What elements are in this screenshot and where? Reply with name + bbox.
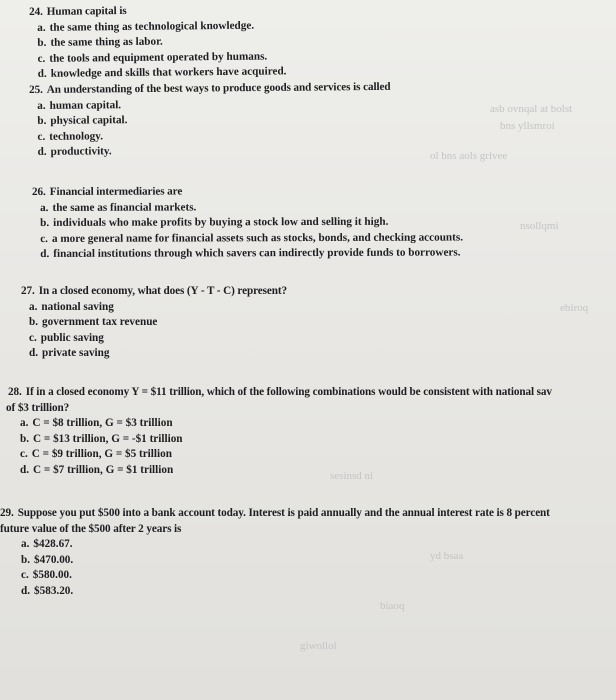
- answer-choice[interactable]: [32, 246, 463, 263]
- choice-text: individuals who make profits by buying a stock low and selling it high.: [53, 215, 389, 230]
- choice-text: $470.00.: [34, 553, 74, 566]
- question-25: [29, 80, 391, 161]
- question-text: In a closed economy, what does (Y - T - C) represent?: [38, 285, 287, 297]
- answer-choice[interactable]: [30, 142, 391, 161]
- answer-choice[interactable]: [21, 315, 287, 331]
- choice-letter: a.: [20, 417, 29, 430]
- choice-text: knowledge and skills that workers have acquired.: [50, 65, 287, 81]
- bleed-through-text: nsollqmi: [520, 220, 559, 232]
- question-number: 25.: [29, 83, 43, 96]
- bleed-through-text: ol bns aols grivee: [430, 150, 508, 162]
- bleed-through-text: sesinsd ni: [330, 470, 374, 482]
- question-number: 24.: [29, 5, 43, 18]
- choice-letter: b.: [40, 217, 50, 230]
- choice-letter: a.: [37, 21, 46, 34]
- answer-choice[interactable]: [6, 416, 552, 432]
- answer-choice[interactable]: [6, 463, 552, 479]
- choice-text: C = $7 trillion, G = $1 trillion: [33, 463, 174, 476]
- question-number: 28.: [8, 386, 22, 398]
- choice-letter: c.: [37, 52, 46, 65]
- choice-letter: a.: [29, 300, 38, 313]
- bleed-through-text: ebiroq: [560, 302, 589, 314]
- answer-choice[interactable]: [0, 584, 550, 600]
- choice-text: technology.: [49, 130, 104, 143]
- answer-choice[interactable]: [0, 568, 550, 584]
- choice-letter: b.: [20, 432, 30, 445]
- choice-text: productivity.: [50, 145, 112, 159]
- choice-text: the same thing as technological knowledge.: [49, 19, 255, 34]
- answer-choice[interactable]: [6, 447, 552, 463]
- choice-letter: b.: [21, 553, 31, 566]
- choice-letter: d.: [40, 248, 50, 261]
- question-stem: [29, 80, 390, 99]
- choice-text: physical capital.: [50, 114, 128, 128]
- choice-text: C = $13 trillion, G = -$1 trillion: [33, 432, 183, 445]
- choice-letter: c.: [40, 232, 48, 245]
- question-stem-continued: future value of the $500 after 2 years is: [0, 522, 182, 535]
- choice-text: a more general name for financial assets such as stocks, bonds, and checking accounts.: [51, 231, 464, 245]
- question-number: 27.: [21, 285, 35, 297]
- question-number: 29.: [0, 507, 14, 519]
- choice-text: C = $8 trillion, G = $3 trillion: [32, 417, 173, 430]
- question-stem: [6, 385, 552, 401]
- question-stem: [21, 284, 287, 300]
- question-26: [32, 183, 463, 262]
- choice-letter: d.: [21, 584, 31, 597]
- answer-choice[interactable]: [6, 432, 552, 448]
- answer-choice[interactable]: [32, 230, 463, 247]
- answer-choice[interactable]: [0, 537, 550, 553]
- choice-letter: d.: [37, 68, 47, 81]
- choice-text: $428.67.: [33, 538, 73, 551]
- choice-text: $580.00.: [32, 569, 72, 582]
- answer-choice[interactable]: [32, 215, 463, 232]
- choice-text: C = $9 trillion, G = $5 trillion: [31, 448, 172, 461]
- question-text: Suppose you put $500 into a bank account today. Interest is paid annually and the annual interest rate is 8 percent: [17, 507, 550, 519]
- answer-choice[interactable]: [0, 553, 550, 569]
- choice-letter: b.: [37, 115, 47, 128]
- question-29: [0, 506, 550, 600]
- answer-choice[interactable]: [32, 199, 463, 216]
- question-stem-continued: of $3 trillion?: [6, 401, 70, 414]
- question-text: Human capital is: [46, 4, 127, 18]
- choice-letter: c.: [29, 331, 37, 344]
- answer-choice[interactable]: [21, 331, 287, 347]
- choice-letter: b.: [29, 316, 39, 329]
- choice-letter: d.: [37, 146, 47, 159]
- question-24: [29, 2, 287, 83]
- bleed-through-text: biaoq: [380, 600, 405, 612]
- bleed-through-text: asb ovnqal at bolst: [490, 103, 573, 115]
- answer-choice[interactable]: [21, 346, 287, 362]
- question-28: [6, 385, 552, 479]
- choice-text: national saving: [41, 300, 114, 313]
- question-text: Financial intermediaries are: [49, 185, 183, 198]
- choice-text: the same as financial markets.: [52, 201, 197, 214]
- bleed-through-text: giwollol: [300, 640, 337, 652]
- question-text: If in a closed economy Y = $11 trillion, which of the following combinations would be consistent with national sav: [25, 386, 552, 398]
- bleed-through-text: bns yllsmroi: [500, 120, 555, 132]
- choice-text: human capital.: [49, 98, 122, 112]
- choice-letter: a.: [21, 538, 30, 551]
- choice-text: the same thing as labor.: [50, 35, 163, 49]
- question-stem: [0, 506, 550, 522]
- choice-letter: a.: [37, 99, 46, 112]
- answer-choice[interactable]: [21, 300, 287, 316]
- choice-text: public saving: [40, 331, 104, 344]
- choice-letter: c.: [20, 448, 28, 461]
- answer-choice[interactable]: [29, 18, 286, 36]
- question-number: 26.: [32, 185, 46, 198]
- choice-text: private saving: [42, 347, 110, 360]
- bleed-through-text: yd bsaa: [430, 550, 464, 562]
- choice-letter: c.: [37, 130, 46, 143]
- choice-text: $583.20.: [34, 584, 74, 597]
- choice-text: financial institutions through which savers can indirectly provide funds to borrowers.: [53, 246, 461, 261]
- question-27: [21, 284, 287, 362]
- choice-text: the tools and equipment operated by humans.: [49, 50, 268, 65]
- choice-letter: d.: [29, 347, 39, 360]
- choice-letter: b.: [37, 37, 47, 50]
- choice-text: government tax revenue: [42, 316, 158, 329]
- question-stem: [32, 183, 463, 200]
- choice-letter: a.: [40, 201, 49, 214]
- choice-letter: c.: [21, 569, 29, 582]
- choice-letter: d.: [20, 463, 30, 476]
- question-text: An understanding of the best ways to produce goods and services is called: [46, 80, 391, 96]
